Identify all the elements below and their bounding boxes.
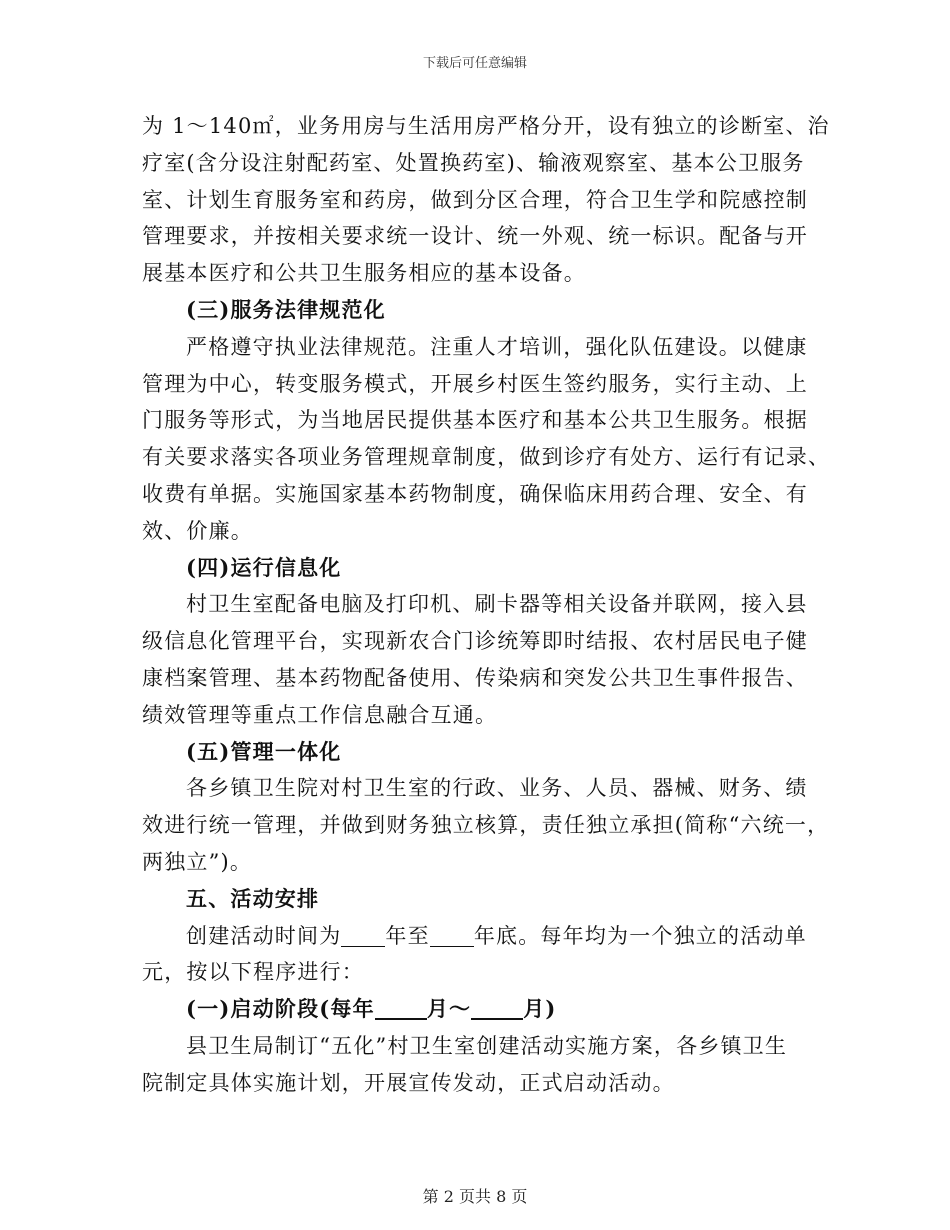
body-line: 严格遵守执业法律规范。注重人才培训，强化队伍建设。以健康	[186, 334, 808, 359]
start-year-blank	[341, 924, 385, 947]
body-line: 各乡镇卫生院对村卫生室的行政、业务、人员、器械、财务、绩	[186, 776, 808, 801]
body-line: 展基本医疗和公共卫生服务相应的基本设备。	[142, 261, 586, 286]
schedule-text-3: 年底。每年均为一个独立的活动单	[473, 923, 807, 948]
stage-1-text-2: 月～	[426, 996, 472, 1022]
end-year-blank	[430, 924, 474, 947]
body-line: 元，按以下程序进行：	[142, 960, 364, 985]
body-line: 绩效管理等重点工作信息融合互通。	[142, 702, 498, 727]
body-line: 管理要求，并按相关要求统一设计、统一外观、统一标识。配备与开	[142, 224, 808, 249]
body-line: 收费有单据。实施国家基本药物制度，确保临床用药合理、安全、有	[142, 481, 808, 506]
schedule-line	[142, 918, 807, 955]
document-body	[142, 108, 831, 1102]
section-heading-5: (五)管理一体化	[186, 738, 342, 764]
schedule-text-2: 年至	[385, 923, 430, 948]
section-heading-4: (四)运行信息化	[186, 554, 342, 580]
body-line: 门服务等形式，为当地居民提供基本医疗和基本公共卫生服务。根据	[142, 408, 808, 433]
body-line: 有关要求落实各项业务管理规章制度，做到诊疗有处方、运行有记录、	[142, 445, 831, 470]
end-month-blank	[471, 996, 523, 1020]
body-line: 康档案管理、基本药物配备使用、传染病和突发公共卫生事件报告、	[142, 665, 808, 690]
body-line: 村卫生室配备电脑及打印机、刷卡器等相关设备并联网，接入县	[186, 592, 808, 617]
body-line: 县卫生局制订“五化”村卫生室创建活动实施方案，各乡镇卫生	[186, 1033, 788, 1058]
body-line: 级信息化管理平台，实现新农合门诊统筹即时结报、农村居民电子健	[142, 629, 808, 654]
body-line: 室、计划生育服务室和药房，做到分区合理，符合卫生学和院感控制	[142, 187, 808, 212]
stage-1-text-3: 月)	[523, 996, 557, 1022]
page-footer: 第 2 页共 8 页	[422, 1187, 528, 1206]
body-line: 疗室(含分设注射配药室、处置换药室)、输液观察室、基本公卫服务	[142, 150, 805, 175]
chapter-heading-activity: 五、活动安排	[186, 885, 320, 911]
body-line: 效、价廉。	[142, 518, 253, 543]
body-line: 院制定具体实施计划，开展宣传发动，正式启动活动。	[142, 1070, 675, 1095]
stage-1-text-1: (一)启动阶段(每年	[186, 996, 375, 1022]
body-line: 两独立”)。	[142, 849, 253, 874]
page-header: 下载后可任意编辑	[422, 56, 527, 71]
body-line: 管理为中心，转变服务模式，开展乡村医生签约服务，实行主动、上	[142, 371, 808, 396]
section-heading-3: (三)服务法律规范化	[186, 296, 386, 322]
schedule-text-1: 创建活动时间为	[186, 923, 342, 948]
start-month-blank	[375, 996, 427, 1020]
body-line: 效进行统一管理，并做到财务独立核算，责任独立承担(简称“六统一，	[142, 813, 830, 838]
stage-1-heading	[142, 991, 807, 1028]
body-line: 为 1～140㎡，业务用房与生活用房严格分开，设有独立的诊断室、治	[142, 114, 830, 138]
